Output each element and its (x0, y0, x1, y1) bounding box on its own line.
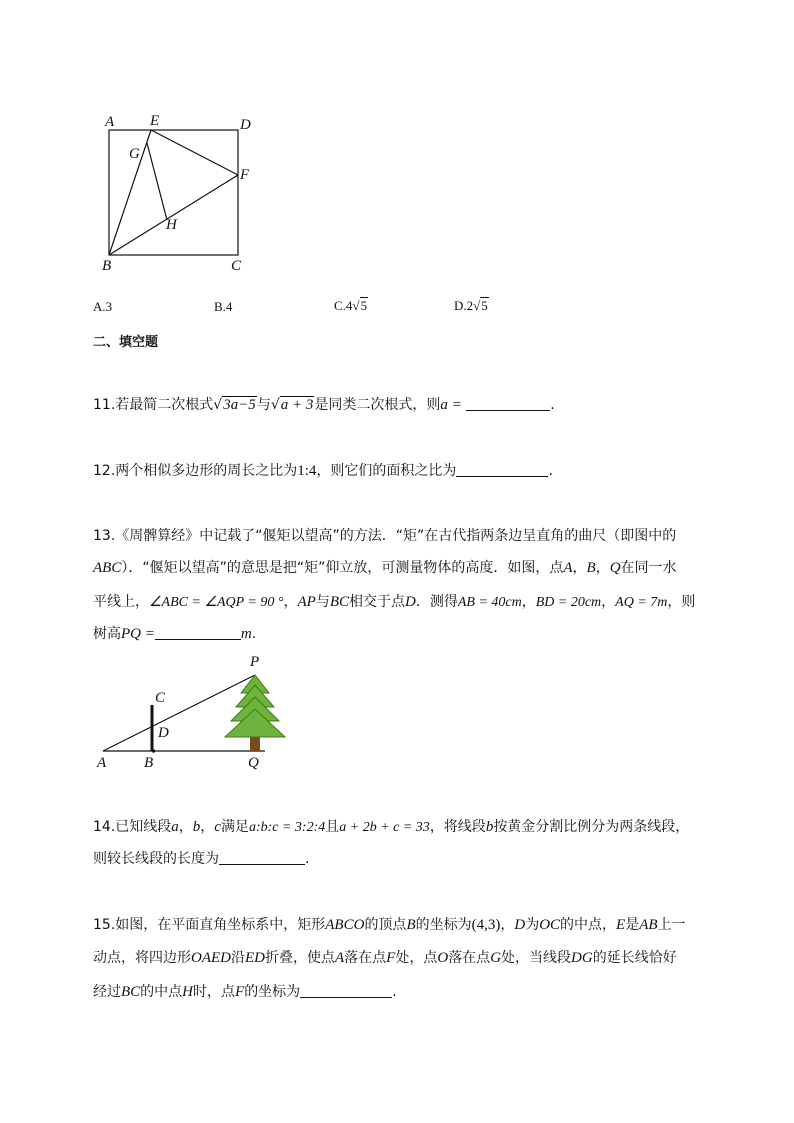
q13-text: 平线上， (93, 594, 149, 610)
q15-text: 处，当线段 (501, 950, 572, 966)
q15-text: 经过 (93, 984, 121, 1000)
q15-var: AB (639, 917, 658, 933)
label-a: A (105, 114, 115, 130)
q15-text: 的中点 (140, 984, 183, 1000)
segment-gh (147, 143, 167, 220)
q15-coordinate: (4,3) (471, 917, 501, 933)
q15-text: 动点，将四边形 (93, 950, 191, 966)
q11-radicand-2: a + 3 (280, 397, 314, 413)
q13-var: B (586, 560, 596, 576)
label-b-ground: B (144, 755, 154, 771)
q13-end: . (251, 626, 257, 642)
q15-var: ED (245, 950, 265, 966)
q15-text: 15.如图，在平面直角坐标系中，矩形 (93, 917, 326, 933)
sqrt-sign: √ (270, 397, 280, 413)
q13-angle: ∠ABC = ∠AQP = 90 ° (149, 595, 284, 610)
question-13-line-3 (93, 592, 695, 613)
label-d-ruler: D (158, 725, 169, 741)
q14-var: b (192, 819, 201, 835)
q15-var: F (386, 950, 396, 966)
q13-measure: AQ = 7m (615, 595, 668, 610)
q15-text: 的坐标为 (244, 984, 301, 1000)
label-f: F (240, 167, 250, 183)
option-a: A.3 (93, 299, 113, 314)
label-d: D (240, 117, 251, 133)
q15-var: O (437, 950, 449, 966)
question-11 (93, 395, 555, 415)
q13-text: ， (595, 560, 610, 576)
q13-text: 在同一水 (620, 560, 677, 576)
segment-bf (109, 175, 238, 255)
q15-var: DG (571, 950, 593, 966)
q13-var: BC (329, 594, 349, 610)
option-b: B.4 (214, 299, 233, 314)
question-15-line-1 (93, 915, 686, 935)
q15-text: 为 (525, 917, 540, 933)
q13-var: ABC (93, 560, 122, 576)
q15-text: 沿 (231, 950, 245, 966)
q15-var: OAED (191, 950, 231, 966)
q15-text: 时，点 (193, 984, 236, 1000)
q15-var: B (406, 917, 416, 933)
section-title: 二、填空题 (93, 335, 159, 350)
label-g: G (129, 146, 140, 162)
question-14-line-1 (93, 817, 689, 838)
sqrt-sign: √ (213, 397, 223, 413)
q13-text: 13.《周髀算经》中记载了“偃矩以望高”的方法．“矩”在古代指两条边呈直角的曲尺（即图中的 (93, 528, 677, 544)
q12-text: 12.两个相似多边形的周长之比为 (93, 463, 298, 479)
q11-text: 与 (256, 397, 271, 413)
q15-var: A (335, 950, 345, 966)
q11-text: 11.若最简二次根式 (93, 397, 214, 413)
q15-var: D (514, 917, 526, 933)
q11-end: . (550, 397, 555, 413)
label-p: P (250, 654, 260, 670)
q15-text: 落在点 (344, 950, 387, 966)
q13-text: ， (521, 594, 536, 610)
question-15-line-3 (93, 982, 397, 1002)
q14-var: b (485, 819, 494, 835)
q15-var: ABCO (325, 917, 365, 933)
q14-text: 且 (325, 819, 340, 835)
q15-text: 落在点 (448, 950, 491, 966)
q13-text: ）．“偃矩以望高”的意思是把“矩”仰立放，可测量物体的高度．如图，点 (121, 560, 564, 576)
q15-text: 上一 (657, 917, 686, 933)
q15-text: 折叠，使点 (265, 950, 335, 966)
sqrt-sign: √ (352, 298, 360, 313)
q13-var: D (405, 594, 416, 610)
option-d-prefix: D.2 (454, 298, 474, 313)
tree-icon (225, 675, 285, 751)
q14-text: 14.已知线段 (93, 819, 172, 835)
q11-variable: a = (440, 397, 462, 413)
q13-var: A (563, 560, 573, 576)
question-13-line-1 (93, 526, 676, 546)
label-e: E (150, 113, 160, 129)
q14-text: 按黄金分割比例分为两条线段， (493, 819, 690, 835)
sight-line (103, 675, 255, 751)
answer-blank-11[interactable] (466, 396, 550, 411)
q14-end: . (305, 851, 310, 867)
option-c-radicand: 5 (360, 298, 368, 313)
label-a-ground: A (97, 755, 107, 771)
q15-text: 是 (625, 917, 640, 933)
q15-var: G (490, 950, 502, 966)
q15-var: OC (539, 917, 561, 933)
square-figure (95, 110, 265, 280)
q13-text: 相交于点 (349, 594, 405, 610)
answer-blank-12[interactable] (456, 462, 548, 477)
q15-text: 处，点 (395, 950, 438, 966)
sqrt-sign: √ (473, 298, 481, 313)
q14-text: ， (200, 819, 215, 835)
q15-var: F (235, 984, 245, 1000)
q14-text: ， (178, 819, 193, 835)
q15-text: 的坐标为 (415, 917, 472, 933)
q13-measure: AB = 40cm (457, 595, 522, 610)
option-d-radicand: 5 (481, 298, 488, 313)
option-c-prefix: C.4 (334, 298, 353, 313)
tree-figure (95, 665, 305, 775)
q15-var: E (616, 917, 626, 933)
q13-unit: m (240, 626, 252, 642)
q14-text: 满足 (220, 819, 249, 835)
label-c-ruler: C (155, 690, 166, 706)
q12-text: ，则它们的面积之比为 (316, 463, 457, 479)
question-15-line-2 (93, 948, 677, 968)
q14-text: 则较长线段的长度为 (93, 851, 219, 867)
q13-text: ，则 (667, 594, 696, 610)
q14-text: ，将线段 (429, 819, 486, 835)
q13-measure: BD = 20cm (535, 595, 602, 610)
q14-ratio: a:b:c = 3:2:4 (248, 820, 326, 835)
q14-equation: a + 2b + c = 33 (339, 820, 430, 835)
option-c (334, 297, 368, 314)
q13-text: 树高 (93, 626, 121, 642)
q12-ratio: 1:4 (297, 463, 317, 479)
segment-ef (151, 130, 238, 175)
question-13-line-2 (93, 558, 677, 578)
answer-blank-15[interactable] (300, 983, 392, 998)
question-14-line-2 (93, 849, 309, 869)
q15-var: BC (121, 984, 141, 1000)
q11-radicand-1: 3a−5 (223, 397, 256, 413)
q13-var: PQ = (121, 626, 155, 642)
q15-text: 的延长线恰好 (592, 950, 677, 966)
q13-text: 与 (315, 594, 330, 610)
q13-text: ， (601, 594, 616, 610)
q15-text: 的顶点 (364, 917, 407, 933)
q13-text: ， (572, 560, 587, 576)
q13-var: Q (609, 560, 621, 576)
q12-end: . (548, 463, 553, 479)
label-b: B (102, 258, 112, 274)
q15-text: ， (500, 917, 515, 933)
answer-blank-14[interactable] (219, 850, 305, 865)
q15-var: H (182, 984, 194, 1000)
label-q-ground: Q (248, 755, 259, 771)
q15-text: 的中点， (560, 917, 617, 933)
q13-text: ， (283, 594, 298, 610)
question-12 (93, 461, 553, 481)
q14-var: c (214, 819, 221, 835)
label-h: H (166, 217, 177, 233)
q13-var: AP (297, 594, 316, 610)
q14-var: a (171, 819, 179, 835)
option-d (454, 297, 489, 314)
label-c: C (231, 258, 242, 274)
answer-blank-13[interactable] (155, 625, 241, 640)
question-13-line-4 (93, 624, 256, 644)
q15-end: . (392, 984, 397, 1000)
q13-text: ．测得 (415, 594, 458, 610)
q11-text: 是同类二次根式，则 (314, 397, 441, 413)
